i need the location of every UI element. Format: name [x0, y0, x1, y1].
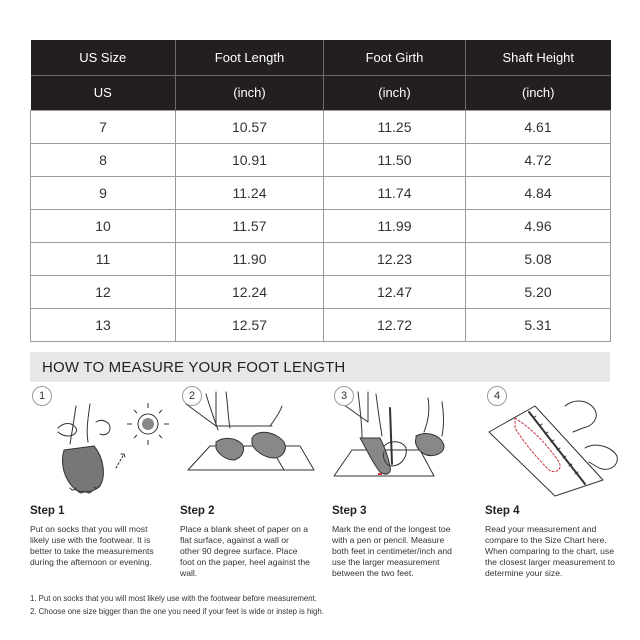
footnote-1: 1. Put on socks that you will most likely use with the footwear before measurement.: [30, 594, 317, 603]
cell-shaft-height: 4.84: [466, 176, 611, 209]
table-row: [31, 110, 611, 143]
pen-mark-toe-icon: [332, 388, 472, 500]
step-description: Put on socks that you will most likely use with the footwear. It is better to take the measurements during the afternoon or evening.: [30, 524, 154, 567]
size-chart-table: [30, 40, 611, 342]
cell-foot-girth: 12.23: [324, 242, 466, 275]
ruler-measure-icon: [485, 388, 625, 500]
foot-on-paper-icon: [180, 388, 320, 500]
unit-foot-girth: (inch): [324, 75, 466, 110]
unit-shaft-height: (inch): [466, 75, 611, 110]
table-row: [31, 308, 611, 341]
cell-shaft-height: 4.61: [466, 110, 611, 143]
steps-row: [30, 386, 615, 594]
cell-size: 10: [31, 209, 176, 242]
cell-size: 9: [31, 176, 176, 209]
cell-foot-length: 12.24: [176, 275, 324, 308]
cell-shaft-height: 5.20: [466, 275, 611, 308]
step-number-badge: 1: [32, 386, 52, 406]
table-row: [31, 176, 611, 209]
cell-foot-girth: 11.74: [324, 176, 466, 209]
cell-foot-length: 10.91: [176, 143, 324, 176]
unit-foot-length: (inch): [176, 75, 324, 110]
cell-size: 7: [31, 110, 176, 143]
header-foot-length: Foot Length: [176, 40, 324, 75]
cell-size: 12: [31, 275, 176, 308]
cell-shaft-height: 5.31: [466, 308, 611, 341]
header-us-size: US Size: [31, 40, 176, 75]
cell-foot-length: 12.57: [176, 308, 324, 341]
cell-foot-length: 11.24: [176, 176, 324, 209]
step-title: Step 1: [30, 505, 65, 517]
cell-foot-length: 11.57: [176, 209, 324, 242]
section-header: [30, 352, 610, 382]
cell-foot-girth: 11.50: [324, 143, 466, 176]
cell-foot-length: 10.57: [176, 110, 324, 143]
table-header-row: [31, 40, 611, 75]
section-title: HOW TO MEASURE YOUR FOOT LENGTH: [42, 358, 346, 376]
cell-foot-girth: 12.47: [324, 275, 466, 308]
cell-size: 8: [31, 143, 176, 176]
cell-foot-girth: 11.99: [324, 209, 466, 242]
step-number-badge: 2: [182, 386, 202, 406]
unit-us: US: [31, 75, 176, 110]
cell-shaft-height: 4.96: [466, 209, 611, 242]
cell-shaft-height: 4.72: [466, 143, 611, 176]
header-foot-girth: Foot Girth: [324, 40, 466, 75]
cell-size: 13: [31, 308, 176, 341]
step-description: Mark the end of the longest toe with a pen or pencil. Measure both feet in centimeter/inch and use the larger measurement between the two feet.: [332, 524, 452, 578]
cell-foot-length: 11.90: [176, 242, 324, 275]
table-row: [31, 209, 611, 242]
cell-foot-girth: 11.25: [324, 110, 466, 143]
step-number-badge: 4: [487, 386, 507, 406]
sock-foot-sun-icon: [30, 388, 170, 500]
table-row: [31, 143, 611, 176]
cell-size: 11: [31, 242, 176, 275]
footnotes: [30, 593, 620, 618]
cell-shaft-height: 5.08: [466, 242, 611, 275]
table-row: [31, 242, 611, 275]
header-shaft-height: Shaft Height: [466, 40, 611, 75]
step-title: Step 4: [485, 505, 520, 517]
step-description: Place a blank sheet of paper on a flat surface, against a wall or other 90 degree surface. Place foot on the paper, heel against the wall.: [180, 524, 310, 578]
cell-foot-girth: 12.72: [324, 308, 466, 341]
step-description: Read your measurement and compare to the Size Chart here. When comparing to the chart, use the closest larger measurement to determine your size.: [485, 524, 615, 578]
footnote-2: 2. Choose one size bigger than the one you need if your feet is wide or instep is high.: [30, 606, 324, 616]
table-row: [31, 275, 611, 308]
step-title: Step 3: [332, 505, 367, 517]
table-units-row: [31, 75, 611, 110]
step-title: Step 2: [180, 505, 215, 517]
step-number-badge: 3: [334, 386, 354, 406]
